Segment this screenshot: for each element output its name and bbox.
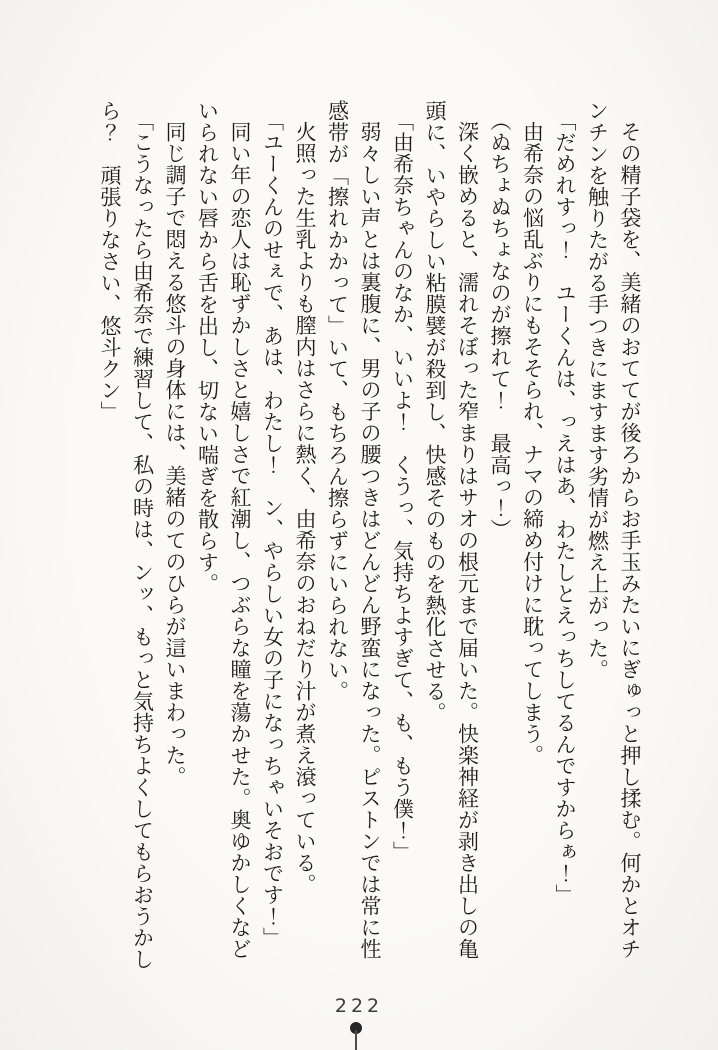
text-line: 同い年の恋人は恥ずかしさと嬉しさで紅潮し、つぶらな瞳を蕩かせた。奥ゆかしくなど — [228, 121, 252, 960]
text-line: 由希奈の悩乱ぶりにもそそられ、ナマの締め付けに耽ってしまう。 — [520, 121, 545, 766]
text-line: ら？ 頑張りなさい、悠斗クン」 — [98, 100, 122, 423]
text-line: ンチンを触りたがる手つきにますます劣情が燃え上がった。 — [585, 100, 610, 681]
text-line: 深く嵌めると、濡れそぼった窄まりはサオの根元まで届いた。快楽神経が剥き出しの亀 — [455, 121, 480, 960]
text-line: 感帯が「擦れかかって」いて、もちろん擦らずにいられない。 — [325, 100, 350, 702]
text-line: その精子袋を、美緒のおててが後ろからお手玉みたいにぎゅっと押し揉む。何かとオチ — [618, 121, 642, 960]
text-line: 頭に、いやらしい粘膜襞が殺到し、快感そのものを熱化させる。 — [423, 100, 447, 724]
text-line: 弱々しい声とは裏腹に、男の子の腰つきはどんどん野蛮になった。ピストンでは常に性 — [358, 121, 382, 960]
text-line: 「だめれすっ！ ユーくんは、っえはあ、わたしとえっちしてるんですからぁ！」 — [553, 110, 577, 906]
text-line: いられない唇から舌を出し、切ない喘ぎを散らす。 — [195, 100, 220, 595]
text-line: 火照った生乳よりも膣内はさらに熱く、由希奈のおねだり汁が煮え滾っている。 — [293, 121, 317, 895]
text-line: 「ユーくんのせぇで、あは、わたし！ ン、やらしい女の子になっちゃいそおです！」 — [260, 110, 285, 949]
page-text — [94, 100, 647, 980]
text-line: （ぬちょぬちょなのが擦れて！ 最高っ！） — [488, 110, 512, 540]
footer-line-mark — [355, 1030, 357, 1050]
text-line: 「こうなったら由希奈で練習して、私の時は、ンッ、もっと気持ちよくしてもらおうかし — [130, 110, 155, 970]
text-line: 「由希奈ちゃんのなか、いいよ！ くうっ、気持ちよすぎて、も、もう僕！」 — [390, 110, 415, 863]
page-number: 222 — [334, 995, 384, 1017]
text-line: 同じ調子で悶える悠斗の身体には、美緒のてのひらが這いまわった。 — [163, 121, 187, 788]
